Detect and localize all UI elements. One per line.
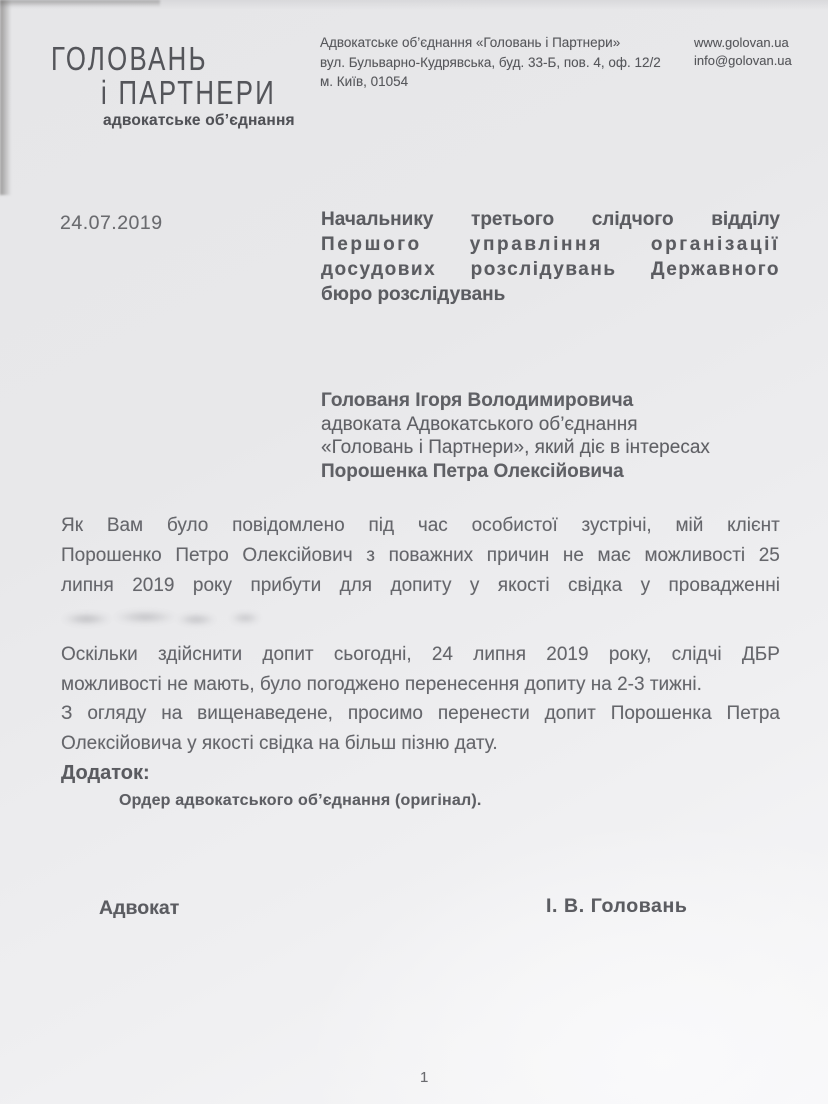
paragraph-line: Оскільки здійснити допит сьогодні, 24 липня 2019 року, слідчі ДБР: [61, 644, 780, 665]
paper-corner-shadow: [0, 0, 160, 7]
paragraph-1: [61, 511, 780, 627]
principal-name: Порошенка Петра Олексійовича: [321, 460, 624, 482]
firm-street-line: вул. Бульварно-Кудрявська, буд. 33-Б, пов. 4, оф. 12/2: [320, 54, 661, 70]
firm-contacts-block: [694, 34, 792, 69]
signature-role: Адвокат: [99, 897, 180, 919]
applicant-role-line: адвоката Адвокатського об’єднання: [321, 413, 638, 435]
firm-logo-tagline: адвокатське об’єднання: [103, 112, 295, 129]
recipient-block: [321, 207, 780, 307]
page-number: 1: [420, 1069, 429, 1086]
email-address: info@golovan.ua: [694, 52, 792, 68]
firm-city-line: м. Київ, 01054: [320, 74, 409, 89]
paper-left-edge-shadow: [0, 0, 15, 195]
paragraph-line: Порошенко Петро Олексійович з поважних причин не має можливості 25: [61, 545, 780, 566]
paragraph-line: можливості не мають, було погоджено перенесення допиту на 2-3 тижні.: [61, 674, 702, 695]
recipient-line: Начальнику третього слідчого відділу: [321, 209, 780, 230]
signature-name: І. В. Головань: [546, 895, 688, 917]
paragraph-2: [61, 640, 780, 700]
attachment-label: Додаток:: [61, 762, 150, 784]
firm-logo-line2: і ПАРТНЕРИ: [101, 74, 277, 111]
website-url: www.golovan.ua: [694, 35, 789, 50]
firm-address-block: [320, 33, 661, 92]
applicant-firm-line: «Головань і Партнери», який діє в інтересах: [321, 437, 710, 458]
recipient-line: бюро розслідувань: [321, 284, 506, 305]
recipient-line: досудових розслідувань Державного: [321, 259, 780, 280]
paragraph-line: липня 2019 року прибути для допиту у якості свідка у провадженні: [61, 575, 780, 596]
applicant-name: Голованя Ігоря Володимировича: [321, 390, 634, 411]
paragraph-line: Олексійовича у якості свідка на більш пізню дату.: [61, 733, 498, 754]
firm-name-line: Адвокатське об’єднання «Головань і Партнери»: [320, 35, 621, 50]
applicant-block: [321, 389, 761, 483]
paragraph-line: З огляду на вищенаведене, просимо перенести допит Порошенка Петра: [61, 703, 780, 724]
document-date: 24.07.2019: [60, 212, 163, 234]
attachment-item: Ордер адвокатського об’єднання (оригінал).: [119, 792, 482, 809]
paragraph-line: Як Вам було повідомлено під час особистої зустрічі, мій клієнт: [61, 515, 780, 536]
paragraph-3: [61, 699, 780, 759]
recipient-line: Першого управління організації: [321, 234, 780, 255]
firm-logo-line1: ГОЛОВАНЬ: [51, 40, 208, 77]
redacted-text: [63, 609, 259, 627]
